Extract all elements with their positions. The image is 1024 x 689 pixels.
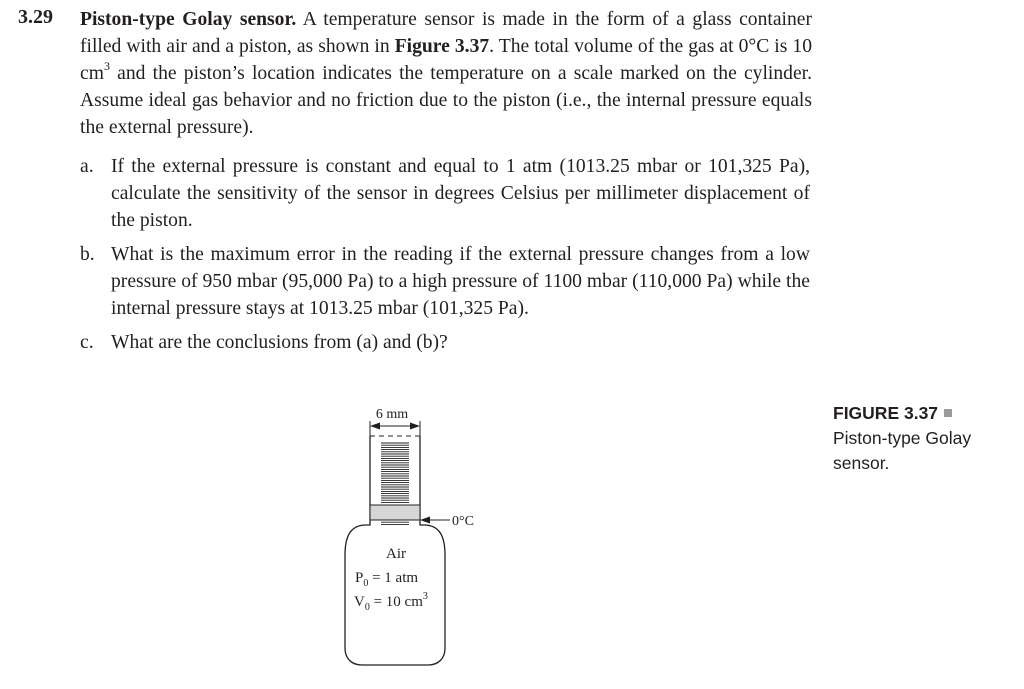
width-label: 6 mm (375, 407, 409, 422)
v-value: = 10 cm (369, 594, 423, 610)
problem-number: 3.29 (18, 6, 53, 28)
air-label: Air (386, 546, 406, 562)
problem-text-1: A temperature sensor is made in the form of a glass container filled with air and a piston, as shown in (80, 9, 812, 57)
problem-text-3: and the piston’s location indicates the temperature on a scale marked on the cylinder. Assume ideal gas behavior and no friction due to the piston (i.e., the internal pressure equals the external pressure). (80, 63, 812, 138)
superscript-3: 3 (103, 59, 110, 74)
width-dimension-arrow (370, 421, 420, 437)
part-c (80, 329, 810, 356)
part-a-text: If the external pressure is constant and equal to 1 atm (1013.25 mbar or 101,325 Pa), calculate the sensitivity of the sensor in degrees Celsius per millimeter displacement of the piston. (111, 156, 810, 231)
part-a-letter: a. (80, 156, 94, 177)
figure-caption (833, 401, 1013, 476)
caption-square-icon (944, 409, 952, 417)
volume-label (354, 591, 428, 613)
problem-text-2: . The total volume of the gas at 0°C is 10 cm (80, 36, 813, 84)
part-b (80, 241, 810, 322)
pressure-label (355, 570, 418, 589)
problem-statement (80, 6, 812, 141)
p-symbol: P (355, 570, 364, 586)
figure-reference: Figure 3.37 (394, 36, 490, 57)
piston (370, 505, 420, 520)
part-c-letter: c. (80, 332, 94, 353)
part-a (80, 153, 810, 234)
zero-degree-label: 0°C (452, 514, 474, 529)
golay-sensor-figure (330, 395, 490, 670)
part-c-text: What are the conclusions from (a) and (b)? (111, 332, 448, 353)
zero-degree-arrow (420, 517, 450, 524)
part-b-letter: b. (80, 244, 95, 265)
v-superscript: 3 (422, 591, 428, 602)
caption-text: Piston-type Golay sensor. (833, 428, 972, 473)
part-b-text: What is the maximum error in the reading if the external pressure changes from a low pressure of 950 mbar (95,000 Pa) to a high pressure of 1100 mbar (110,000 Pa) while the internal pressure stays at 1013.25 mbar (101,325 Pa). (111, 244, 810, 319)
caption-label: FIGURE 3.37 (833, 403, 939, 423)
p-subscript: 0 (363, 578, 369, 589)
v-symbol: V (354, 594, 365, 610)
p-value: = 1 atm (368, 570, 419, 586)
v-subscript: 0 (364, 602, 370, 613)
problem-title: Piston-type Golay sensor. (80, 9, 297, 30)
